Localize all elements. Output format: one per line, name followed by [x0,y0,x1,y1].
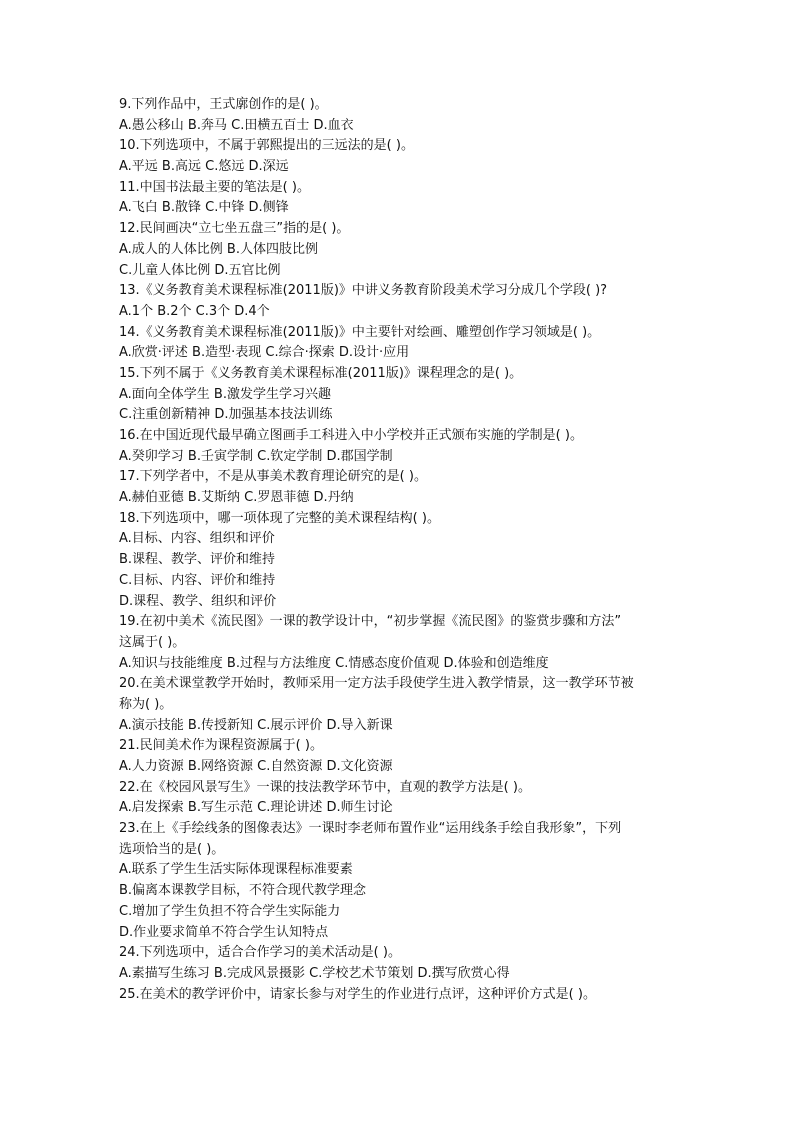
question-24-options: A.素描写生练习 B.完成风景摄影 C.学校艺术节策划 D.撰写欣赏心得 [119,965,510,981]
question-22: 22.在《校园风景写生》一课的技法教学环节中，直观的教学方法是( )。 [119,779,531,795]
question-22-options: A.启发探索 B.写生示范 C.理论讲述 D.师生讨论 [119,800,393,816]
question-text-block [119,95,699,1005]
question-12-options-line-2: C.儿童人体比例 D.五官比例 [119,262,281,278]
question-23-line-2: 选项恰当的是( )。 [119,841,225,857]
question-23-line-1: 23.在上《手绘线条的图像表达》一课时李老师布置作业“运用线条手绘自我形象”，下列 [119,821,622,837]
question-23-option-c: C.增加了学生负担不符合学生实际能力 [119,903,341,919]
question-15-options-line-1: A.面向全体学生 B.激发学生学习兴趣 [119,386,331,402]
question-23-option-d: D.作业要求简单不符合学生认知特点 [119,924,329,940]
question-15: 15.下列不属于《义务教育美术课程标准(2011版)》课程理念的是( )。 [119,365,523,381]
question-18-option-a: A.目标、内容、组织和评价 [119,531,275,547]
question-19-line-2: 这属于( )。 [119,634,186,650]
question-13-options: A.1个 B.2个 C.3个 D.4个 [119,303,270,319]
question-20-line-1: 20.在美术课堂教学开始时，教师采用一定方法手段使学生进入教学情景，这一教学环节被 [119,676,634,692]
question-20-line-2: 称为( )。 [119,696,173,712]
question-23-option-a: A.联系了学生生活实际体现课程标准要素 [119,862,353,878]
question-9-options: A.愚公移山 B.奔马 C.田横五百士 D.血衣 [119,117,354,133]
question-16-options: A.癸卯学习 B.壬寅学制 C.钦定学制 D.郡国学制 [119,448,393,464]
question-18-option-d: D.课程、教学、组织和评价 [119,593,277,609]
question-12: 12.民间画决“立七坐五盘三”指的是( )。 [119,221,350,237]
question-10: 10.下列选项中，不属于郭熙提出的三远法的是( )。 [119,138,414,154]
question-23-option-b: B.偏离本课教学目标，不符合现代教学理念 [119,883,367,899]
question-19-line-1: 19.在初中美术《流民图》一课的教学设计中，“初步掌握《流民图》的鉴赏步骤和方法” [119,614,622,630]
question-13: 13.《义务教育美术课程标准(2011版)》中讲义务教育阶段美术学习分成几个学段( )? [119,283,608,299]
question-11: 11.中国书法最主要的笔法是( )。 [119,179,310,195]
question-15-options-line-2: C.注重创新精神 D.加强基本技法训练 [119,407,333,423]
question-12-options-line-1: A.成人的人体比例 B.人体四肢比例 [119,241,318,257]
question-17-options: A.赫伯亚德 B.艾斯纳 C.罗恩菲德 D.丹纳 [119,490,354,506]
question-20-options: A.演示技能 B.传授新知 C.展示评价 D.导入新课 [119,717,393,733]
question-19-options: A.知识与技能维度 B.过程与方法维度 C.情感态度价值观 D.体验和创造维度 [119,655,549,671]
question-14: 14.《义务教育美术课程标准(2011版)》中主要针对绘画、雕塑创作学习领域是( )。 [119,324,601,340]
question-24: 24.下列选项中，适合合作学习的美术活动是( )。 [119,945,401,961]
question-21-options: A.人力资源 B.网络资源 C.自然资源 D.文化资源 [119,759,393,774]
question-17: 17.下列学者中，不是从事美术教育理论研究的是( )。 [119,469,427,485]
question-11-options: A.飞白 B.散锋 C.中锋 D.侧锋 [119,200,289,216]
question-14-options: A.欣赏·评述 B.造型·表现 C.综合·探索 D.设计·应用 [119,345,410,361]
question-18-option-b: B.课程、教学、评价和维持 [119,552,276,568]
question-25: 25.在美术的教学评价中，请家长参与对学生的作业进行点评，这种评价方式是( )。 [119,986,596,1002]
question-10-options: A.平远 B.高远 C.悠远 D.深远 [119,159,289,175]
question-21: 21.民间美术作为课程资源属于( )。 [119,738,323,754]
question-18-option-c: C.目标、内容、评价和维持 [119,572,276,588]
question-16: 16.在中国近现代最早确立图画手工科进入中小学校并正式颁布实施的学制是( )。 [119,428,583,443]
question-18: 18.下列选项中，哪一项体现了完整的美术课程结构( )。 [119,510,440,526]
question-9: 9.下列作品中，王式廓创作的是( )。 [119,97,328,112]
